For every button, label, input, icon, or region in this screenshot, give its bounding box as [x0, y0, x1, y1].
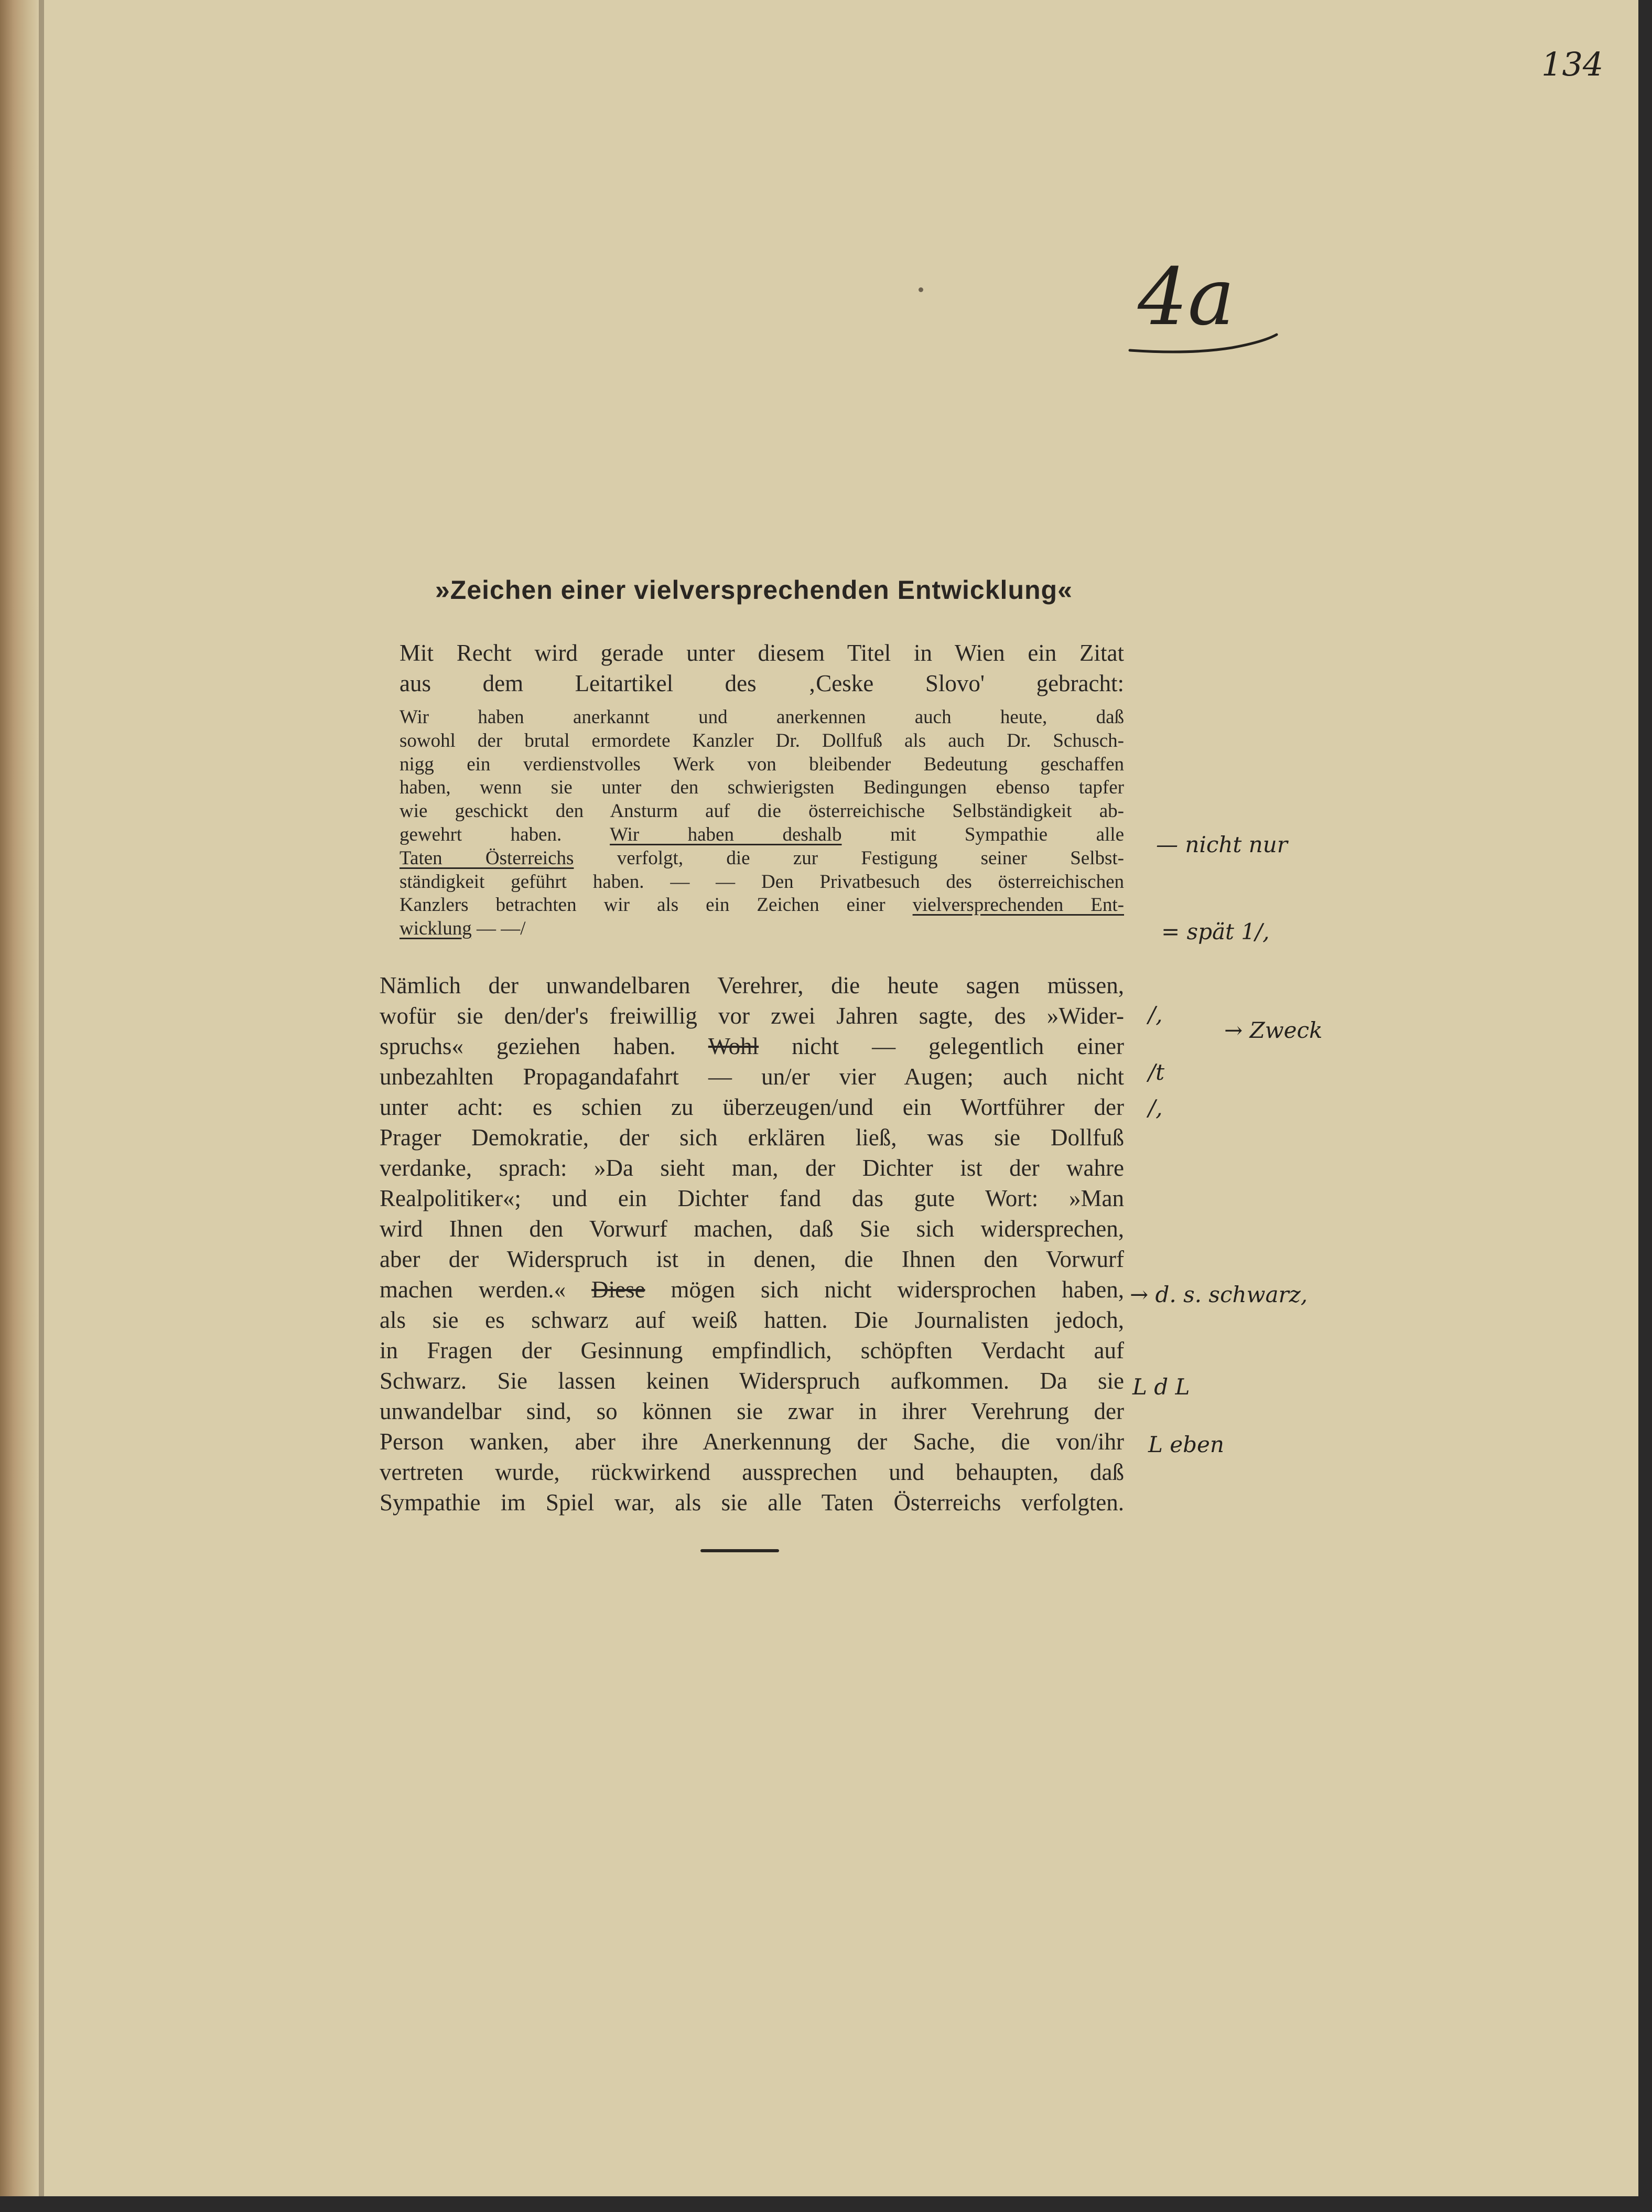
- margin-correction: L d L: [1132, 1374, 1190, 1400]
- text-line: [380, 1274, 1124, 1305]
- margin-correction: — nicht nur: [1156, 832, 1288, 857]
- text-line: aber der Widerspruch ist in denen, die Ihnen den Vorwurf: [380, 1246, 1124, 1272]
- text-line: nigg ein verdienstvolles Werk von bleibender Bedeutung geschaffen: [399, 753, 1124, 775]
- margin-correction: → Zweck: [1224, 1017, 1323, 1043]
- text-line: wie geschickt den Ansturm auf die österreichische Selbständigkeit ab-: [399, 800, 1124, 822]
- text-line: Prager Demokratie, der sich erklären ließ, was sie Dollfuß: [380, 1124, 1124, 1151]
- margin-correction: → d. s. schwarz,: [1130, 1282, 1308, 1307]
- margin-correction: = spät 1/,: [1161, 919, 1270, 944]
- text-line: Realpolitiker«; und ein Dichter fand das gute Wort: »Man: [380, 1185, 1124, 1211]
- text-segment: nicht — gelegentlich einer: [792, 1033, 1125, 1059]
- text-segment: machen werden.«: [380, 1276, 566, 1303]
- text-line: [399, 823, 1124, 847]
- margin-correction: /t: [1148, 1059, 1165, 1085]
- text-line: [399, 847, 1124, 871]
- text-line: Schwarz. Sie lassen keinen Widerspruch aufkommen. Da sie: [380, 1368, 1124, 1394]
- struck-word: Diese: [591, 1276, 645, 1303]
- text-line: ständigkeit geführt haben. — — Den Privatbesuch des österreichischen: [399, 871, 1124, 893]
- text-line: wofür sie den/der's freiwillig vor zwei Jahren sagte, des »Wider-: [380, 1003, 1124, 1029]
- text-line: Sympathie im Spiel war, als sie alle Taten Österreichs verfolgten.: [380, 1489, 1124, 1516]
- underlined-phrase: Taten Österreichs: [399, 847, 574, 869]
- underlined-phrase: Wir haben deshalb: [610, 823, 842, 845]
- binding-shadow: [39, 0, 44, 2212]
- margin-correction: /,: [1148, 1095, 1163, 1121]
- text-line: Wir haben anerkannt und anerkennen auch heute, daß: [399, 706, 1124, 728]
- text-line: aus dem Leitartikel des ‚Ceske Slovo' gebracht:: [399, 670, 1124, 696]
- text-segment: spruchs« geziehen haben.: [380, 1033, 676, 1059]
- struck-word: Wohl: [708, 1033, 759, 1059]
- scan-border-bottom: [0, 2196, 1652, 2212]
- closing-rule: [700, 1549, 779, 1552]
- main-paragraph: [380, 970, 1124, 1518]
- dust-dot: [919, 287, 923, 292]
- text-line: unter acht: es schien zu überzeugen/und ein Wortführer der: [380, 1094, 1124, 1120]
- text-line: haben, wenn sie unter den schwierigsten Bedingungen ebenso tapfer: [399, 777, 1124, 799]
- text-line: Person wanken, aber ihre Anerkennung der Sache, die von/ihr: [380, 1429, 1124, 1455]
- text-line: sowohl der brutal ermordete Kanzler Dr. Dollfuß als auch Dr. Schusch-: [399, 729, 1124, 751]
- text-line: in Fragen der Gesinnung empfindlich, schöpften Verdacht auf: [380, 1337, 1124, 1363]
- text-segment: mit Sympathie alle: [890, 823, 1124, 845]
- sheet-mark: 4a: [1138, 252, 1235, 343]
- text-line: [399, 917, 1124, 941]
- text-segment: Kanzlers betrachten wir als ein Zeichen einer: [399, 894, 886, 916]
- text-segment: mögen sich nicht widersprochen haben,: [671, 1276, 1124, 1303]
- quoted-passage: [399, 706, 1124, 941]
- intro-paragraph: [399, 638, 1124, 699]
- margin-correction: L eben: [1148, 1432, 1224, 1457]
- text-line: wird Ihnen den Vorwurf machen, daß Sie sich widersprechen,: [380, 1216, 1124, 1242]
- text-line: als sie es schwarz auf weiß hatten. Die Journalisten jedoch,: [380, 1307, 1124, 1333]
- text-line: unwandelbar sind, so können sie zwar in ihrer Verehrung der: [380, 1398, 1124, 1424]
- folio-number: 134: [1541, 45, 1604, 83]
- text-line: verdanke, sprach: »Da sieht man, der Dichter ist der wahre: [380, 1155, 1124, 1181]
- binding-edge: [0, 0, 41, 2212]
- text-line: Nämlich der unwandelbaren Verehrer, die heute sagen müssen,: [380, 972, 1124, 998]
- text-line: unbezahlten Propagandafahrt — un/er vier Augen; auch nicht: [380, 1064, 1124, 1090]
- text-line: [380, 1031, 1124, 1061]
- scan-border-right: [1638, 0, 1652, 2212]
- text-segment: verfolgt, die zur Festigung seiner Selbst-: [617, 847, 1125, 869]
- text-segment: gewehrt haben.: [399, 823, 562, 845]
- text-segment: — —/: [471, 918, 526, 940]
- text-line: [399, 894, 1124, 917]
- margin-correction: /,: [1148, 1002, 1163, 1027]
- underlined-phrase: wicklung: [399, 918, 472, 940]
- underlined-phrase: vielversprechenden Ent-: [912, 894, 1124, 916]
- text-line: vertreten wurde, rückwirkend aussprechen und behaupten, daß: [380, 1459, 1124, 1485]
- sheet-mark-underline: [1127, 329, 1279, 361]
- article-title: »Zeichen einer vielversprechenden Entwicklung«: [435, 575, 1073, 605]
- text-line: Mit Recht wird gerade unter diesem Titel in Wien ein Zitat: [399, 640, 1124, 666]
